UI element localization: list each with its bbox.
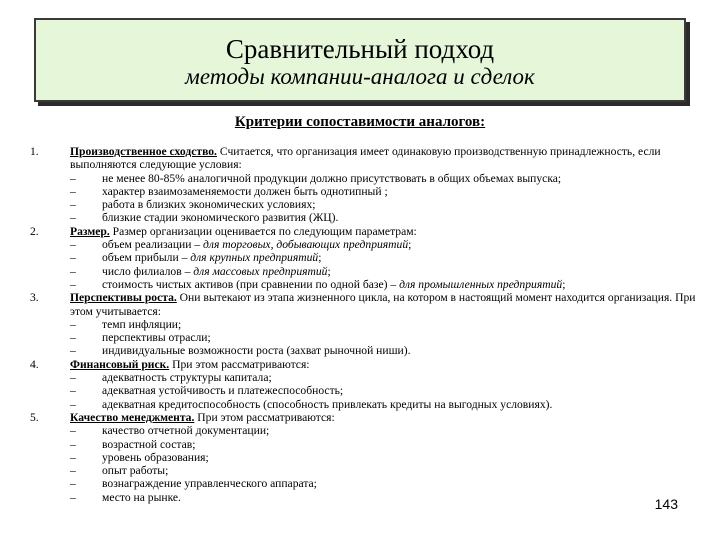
- dash-icon: –: [70, 317, 76, 331]
- criterion-text: Размер организации оценивается по следующим параметрам:: [109, 224, 417, 238]
- slide-title: Сравнительный подход: [225, 34, 495, 64]
- dash-icon: –: [70, 171, 76, 185]
- criterion-5: [30, 411, 700, 504]
- list-item: – не менее 80-85% аналогичной продукции должно присутствовать в общих объемах выпуска;: [70, 171, 562, 185]
- criterion-3: [30, 291, 700, 357]
- criterion-2: [30, 225, 700, 291]
- list-item: – объем реализации – для торговых, добывающих предприятий;: [70, 238, 412, 252]
- dash-icon: –: [70, 184, 76, 198]
- dash-icon: –: [70, 464, 76, 478]
- dash-icon: –: [70, 424, 76, 438]
- dash-icon: –: [70, 251, 76, 265]
- list-item: – перспективы отрасли;: [70, 331, 211, 345]
- dash-icon: –: [70, 344, 76, 358]
- list-item: – адекватная устойчивость и платежеспособность;: [70, 384, 344, 398]
- title-box: [34, 18, 686, 102]
- dash-icon: –: [70, 477, 76, 491]
- dash-icon: –: [70, 490, 76, 504]
- list-item: – темп инфляции;: [70, 317, 182, 331]
- page-number: 143: [654, 496, 678, 512]
- criterion-heading: Размер.: [70, 224, 110, 238]
- criterion-number: 3.: [30, 291, 39, 305]
- list-item: – адекватность структуры капитала;: [70, 371, 272, 385]
- criterion-number: 2.: [30, 224, 39, 238]
- dash-icon: –: [70, 450, 76, 464]
- dash-icon: –: [70, 331, 76, 345]
- criteria-heading: Критерии сопоставимости аналогов:: [234, 114, 486, 130]
- criterion-heading: Финансовый риск.: [70, 357, 170, 371]
- dash-icon: –: [70, 437, 76, 451]
- criterion-text: Считается, что организация имеет одинаковую производственную принадлежность, если выполняются следующие условия:: [70, 145, 661, 172]
- dash-icon: –: [70, 397, 76, 411]
- dash-icon: –: [70, 264, 76, 278]
- list-item: – характер взаимозаменяемости должен быть однотипный ;: [70, 184, 388, 198]
- criterion-heading: Производственное сходство.: [70, 145, 217, 158]
- dash-icon: –: [70, 384, 76, 398]
- criteria-list: [30, 145, 700, 504]
- dash-icon: –: [70, 277, 76, 291]
- criterion-number: 4.: [30, 357, 39, 371]
- list-item: – адекватная кредитоспособность (способность привлекать кредиты на выгодных условиях).: [70, 397, 553, 411]
- dash-icon: –: [70, 211, 76, 225]
- criterion-heading: Качество менеджмента.: [70, 410, 195, 424]
- dash-icon: –: [70, 198, 76, 212]
- dash-icon: –: [70, 238, 76, 252]
- list-item: – вознаграждение управленческого аппарата;: [70, 477, 317, 491]
- list-item: – объем прибыли – для крупных предприятий;: [70, 251, 322, 265]
- dash-icon: –: [70, 371, 76, 385]
- criterion-4: [30, 358, 700, 411]
- list-item: – опыт работы;: [70, 464, 169, 478]
- criterion-text: При этом рассматриваются:: [169, 357, 310, 371]
- list-item: – близкие стадии экономического развития (ЖЦ).: [70, 211, 339, 225]
- criterion-heading: Перспективы роста.: [70, 291, 177, 305]
- list-item: – возрастной состав;: [70, 437, 196, 451]
- list-item: – работа в близких экономических условиях;: [70, 198, 316, 212]
- list-item: – индивидуальные возможности роста (захват рыночной ниши).: [70, 344, 411, 358]
- list-item: – место на рынке.: [70, 490, 181, 504]
- criterion-1: [30, 145, 700, 225]
- criterion-text: При этом рассматриваются:: [194, 410, 335, 424]
- list-item: – стоимость чистых активов (при сравнении по одной базе) – для промышленных предприятий;: [70, 277, 566, 291]
- criterion-number: 1.: [30, 145, 39, 158]
- slide-subtitle: методы компании-аналога и сделок: [185, 64, 535, 89]
- criterion-number: 5.: [30, 410, 39, 424]
- list-item: – качество отчетной документации;: [70, 424, 270, 438]
- criterion-text: Они вытекают из этапа жизненного цикла, на котором в настоящий момент находится организация. При этом учитывается:: [70, 291, 696, 318]
- list-item: – число филиалов – для массовых предприятий;: [70, 264, 331, 278]
- list-item: – уровень образования;: [70, 450, 209, 464]
